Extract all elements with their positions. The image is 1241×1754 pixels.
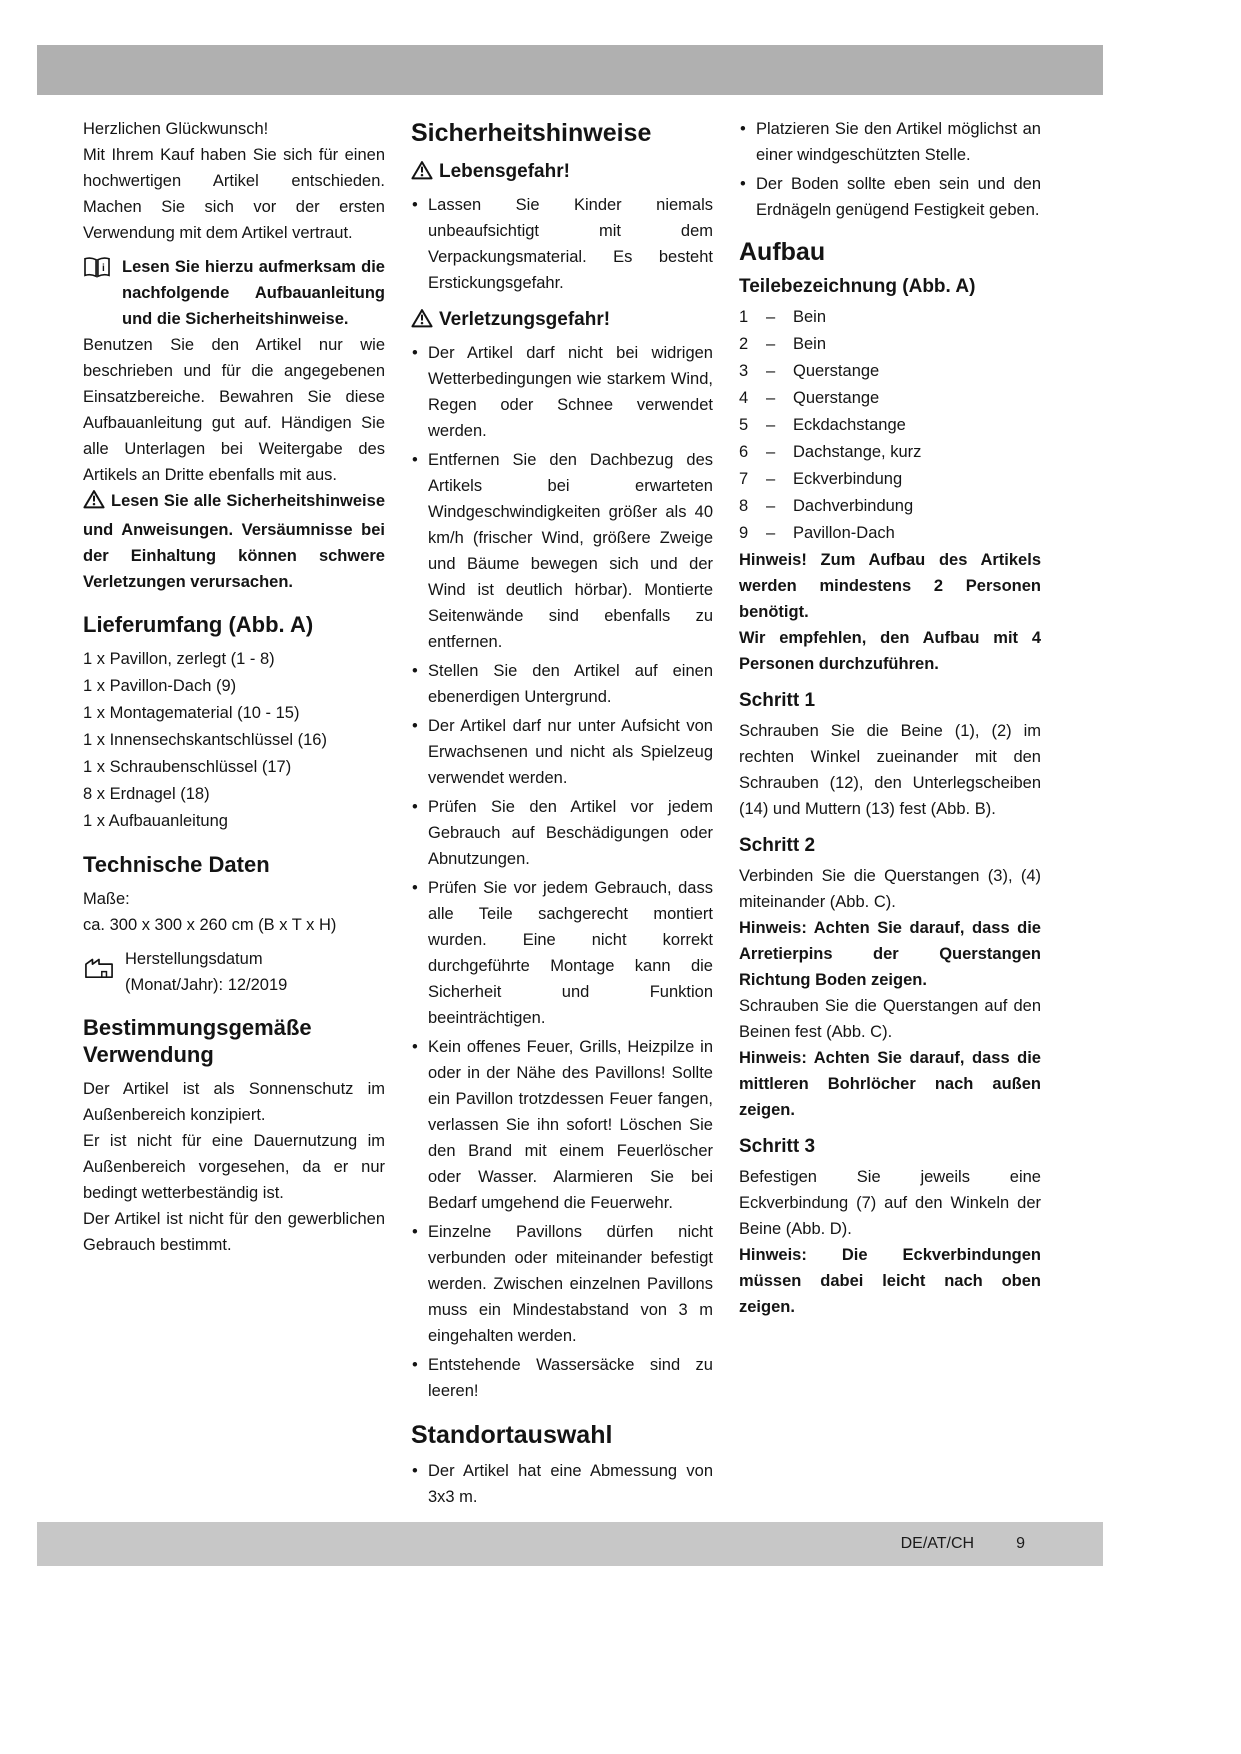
part-separator: – [766, 470, 776, 488]
list-item: 1 x Innensechskantschlüssel (16) [83, 731, 327, 749]
list-item: • Der Boden sollte eben sein und den Erdnägeln genügend Festigkeit geben. [739, 171, 1041, 223]
part-separator: – [766, 389, 776, 407]
part-name: Dachstange, kurz [793, 443, 922, 461]
list-item: • Entstehende Wassersäcke sind zu leeren! [411, 1352, 713, 1404]
step2-text-1: Verbinden Sie die Querstangen (3), (4) miteinander (Abb. C). [739, 867, 1041, 911]
list-item: • Prüfen Sie den Artikel vor jedem Gebrauch auf Beschädigungen oder Abnutzungen. [411, 794, 713, 872]
part-row [739, 412, 1041, 439]
part-row [739, 520, 1041, 547]
location-list [411, 1458, 713, 1510]
warning-triangle-icon [83, 489, 105, 517]
greeting-text: Herzlichen Glückwunsch! [83, 120, 269, 138]
book-icon [83, 254, 113, 332]
footer-bar [37, 1522, 1103, 1566]
part-number: 9 [739, 524, 749, 542]
step3-title: Schritt 3 [739, 1136, 816, 1157]
location-list-continued [739, 116, 1041, 223]
list-item: • Einzelne Pavillons dürfen nicht verbunden oder miteinander befestigt werden. Zwischen einzelnen Pavillons muss ein Mindestabstand von 3 m eingehalten werden. [411, 1219, 713, 1349]
safety-warning-text: Lesen Sie alle Sicherheitshinweise und Anweisungen. Versäumnisse bei der Einhaltung können schwere Verletzungen verursachen. [83, 492, 385, 591]
svg-text:i: i [102, 262, 105, 274]
step2-note-2: Hinweis: Achten Sie darauf, dass die mittleren Bohrlöcher nach außen zeigen. [739, 1049, 1041, 1119]
column-3 [739, 116, 1041, 1513]
part-number: 7 [739, 470, 749, 488]
footer-page-number: 9 [1016, 1535, 1025, 1552]
list-item: 1 x Schraubenschlüssel (17) [83, 758, 292, 776]
part-name: Pavillon-Dach [793, 524, 895, 542]
delivery-title: Lieferumfang (Abb. A) [83, 612, 314, 637]
list-item: • Lassen Sie Kinder niemals unbeaufsichtigt mit dem Verpackungsmaterial. Es besteht Erstickungsgefahr. [411, 192, 713, 296]
factory-icon [83, 946, 117, 998]
part-number: 6 [739, 443, 749, 461]
part-name: Bein [793, 335, 827, 353]
read-manual-note [83, 254, 385, 332]
page-content [83, 116, 1041, 1513]
read-manual-text: Lesen Sie hierzu aufmerksam die nachfolgende Aufbauanleitung und die Sicherheitshinweise. [122, 258, 385, 328]
step3-note: Hinweis: Die Eckverbindungen müssen dabei leicht nach oben zeigen. [739, 1246, 1041, 1316]
manufacture-date-line1: Herstellungsdatum [125, 950, 263, 968]
list-item: • Der Artikel darf nicht bei widrigen Wetterbedingungen wie starkem Wind, Regen oder Schnee verwendet werden. [411, 340, 713, 444]
step2-text-2: Schrauben Sie die Querstangen auf den Beinen fest (Abb. C). [739, 997, 1041, 1041]
part-number: 4 [739, 389, 749, 407]
parts-list [739, 304, 1041, 547]
list-item: • Der Artikel darf nur unter Aufsicht von Erwachsenen und nicht als Spielzeug verwendet werden. [411, 713, 713, 791]
part-name: Eckverbindung [793, 470, 903, 488]
part-separator: – [766, 335, 776, 353]
danger-list [411, 192, 713, 296]
injury-subtitle [411, 308, 713, 335]
parts-title: Teilebezeichnung (Abb. A) [739, 276, 976, 297]
step1-text: Schrauben Sie die Beine (1), (2) im rechten Winkel zueinander mit den Schrauben (12), den Unterlegscheiben (14) und Muttern (13) fest (Abb. B). [739, 722, 1041, 818]
warning-triangle-icon [411, 308, 433, 335]
part-separator: – [766, 524, 776, 542]
list-item: • Prüfen Sie vor jedem Gebrauch, dass alle Teile sachgerecht montiert wurden. Eine nicht korrekt durchgeführte Montage kann die Sicherheit und Funktion beeinträchtigen. [411, 875, 713, 1031]
location-title: Standortauswahl [411, 1421, 613, 1449]
injury-subtitle-text: Verletzungsgefahr! [439, 309, 611, 330]
list-item: 1 x Pavillon, zerlegt (1 - 8) [83, 650, 275, 668]
danger-subtitle-text: Lebensgefahr! [439, 161, 570, 182]
list-item: • Kein offenes Feuer, Grills, Heizpilze in oder in der Nähe des Pavillons! Sollte ein Pavillon trotzdessen Feuer fangen, verlassen Sie ihn sofort! Löschen Sie den Brand mit einem Feuerlöscher oder Wasser. Alarmieren Sie bei Bedarf umgehend die Feuerwehr. [411, 1034, 713, 1216]
list-item: • Stellen Sie den Artikel auf einen ebenerdigen Untergrund. [411, 658, 713, 710]
part-separator: – [766, 362, 776, 380]
assembly-title: Aufbau [739, 238, 826, 266]
usage-note-text: Benutzen Sie den Artikel nur wie beschrieben und für die angegebenen Einsatzbereiche. Bewahren Sie diese Aufbauanleitung gut auf. Händigen Sie alle Unterlagen bei Weitergabe des Artikels an Dritte ebenfalls mit aus. [83, 336, 385, 484]
step3-text: Befestigen Sie jeweils eine Eckverbindung (7) auf den Winkeln der Beine (Abb. D). [739, 1168, 1041, 1238]
intro-text: Mit Ihrem Kauf haben Sie sich für einen hochwertigen Artikel entschieden. Machen Sie sich vor der ersten Verwendung mit dem Artikel vertraut. [83, 146, 385, 242]
part-row [739, 385, 1041, 412]
manufacture-date-block [83, 946, 385, 998]
part-separator: – [766, 308, 776, 326]
assembly-note-1: Hinweis! Zum Aufbau des Artikels werden mindestens 2 Personen benötigt. [739, 551, 1041, 621]
list-item: 8 x Erdnagel (18) [83, 785, 210, 803]
list-item: • Platzieren Sie den Artikel möglichst an einer windgeschützten Stelle. [739, 116, 1041, 168]
part-name: Querstange [793, 389, 880, 407]
manufacture-date-text [125, 946, 287, 998]
injury-list [411, 340, 713, 1404]
intended-use-title: Bestimmungsgemäße Verwendung [83, 1015, 312, 1067]
list-item: 1 x Montagematerial (10 - 15) [83, 704, 300, 722]
step2-title: Schritt 2 [739, 835, 816, 856]
tech-data-title: Technische Daten [83, 852, 270, 877]
list-item: 1 x Aufbauanleitung [83, 812, 228, 830]
assembly-note-2: Wir empfehlen, den Aufbau mit 4 Personen durchzuführen. [739, 629, 1041, 673]
step2-note-1: Hinweis: Achten Sie darauf, dass die Arretierpins der Querstangen Richtung Boden zeigen. [739, 919, 1041, 989]
dimensions-label: Maße: [83, 890, 130, 908]
delivery-list [83, 646, 385, 835]
part-row [739, 493, 1041, 520]
part-number: 1 [739, 308, 749, 326]
part-row [739, 304, 1041, 331]
intended-use-p3: Der Artikel ist nicht für den gewerblichen Gebrauch bestimmt. [83, 1210, 385, 1254]
part-row [739, 331, 1041, 358]
intended-use-p1: Der Artikel ist als Sonnenschutz im Außenbereich konzipiert. [83, 1080, 385, 1124]
part-number: 2 [739, 335, 749, 353]
part-separator: – [766, 416, 776, 434]
dimensions-value: ca. 300 x 300 x 260 cm (B x T x H) [83, 916, 337, 934]
manufacture-date-line2: (Monat/Jahr): 12/2019 [125, 976, 288, 994]
warning-triangle-icon [411, 160, 433, 187]
step1-title: Schritt 1 [739, 690, 816, 711]
part-separator: – [766, 443, 776, 461]
part-number: 3 [739, 362, 749, 380]
column-2 [411, 116, 713, 1513]
part-row [739, 358, 1041, 385]
part-name: Eckdachstange [793, 416, 906, 434]
part-number: 5 [739, 416, 749, 434]
part-name: Dachverbindung [793, 497, 914, 515]
part-name: Bein [793, 308, 827, 326]
part-row [739, 439, 1041, 466]
safety-title: Sicherheitshinweise [411, 119, 652, 147]
header-bar [37, 45, 1103, 95]
footer-region-label: DE/AT/CH [900, 1535, 975, 1552]
intended-use-p2: Er ist nicht für eine Dauernutzung im Außenbereich vorgesehen, da er nur bedingt wetterbeständig ist. [83, 1132, 385, 1202]
list-item: 1 x Pavillon-Dach (9) [83, 677, 237, 695]
part-row [739, 466, 1041, 493]
list-item: • Der Artikel hat eine Abmessung von 3x3 m. [411, 1458, 713, 1510]
safety-warning-note [83, 488, 385, 595]
column-1 [83, 116, 385, 1513]
list-item: • Entfernen Sie den Dachbezug des Artikels bei erwarteten Windgeschwindigkeiten größer als 40 km/h (frischer Wind, größere Zweige und Bäume bewegen sich und der Wind ist deutlich hörbar). Montierte Seitenwände sind ebenfalls zu entfernen. [411, 447, 713, 655]
danger-subtitle [411, 160, 713, 187]
part-name: Querstange [793, 362, 880, 380]
part-separator: – [766, 497, 776, 515]
part-number: 8 [739, 497, 749, 515]
